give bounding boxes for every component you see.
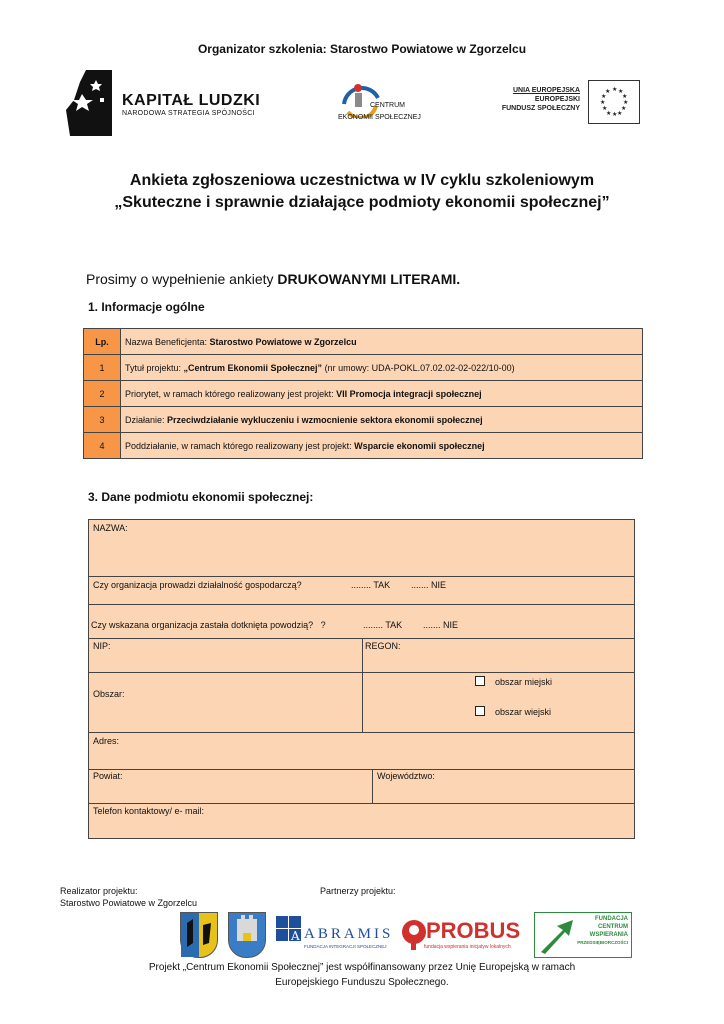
svg-text:★: ★ — [621, 105, 627, 112]
flood-question: Czy wskazana organizacja zastała dotknięta powodzią? ? — [91, 620, 326, 630]
business-activity-question: Czy organizacja prowadzi działalność gospodarczą? — [93, 580, 302, 590]
svg-text:★: ★ — [612, 111, 618, 118]
row-number: 2 — [84, 381, 121, 407]
realizator-name: Starostwo Powiatowe w Zgorzelcu — [60, 898, 198, 908]
eu-flag-icon — [588, 80, 640, 124]
eu-text — [488, 86, 580, 113]
row-label: Działanie: — [125, 414, 168, 425]
svg-text:★: ★ — [601, 93, 607, 100]
checkbox-icon[interactable] — [475, 706, 485, 716]
row-number: 4 — [84, 433, 121, 459]
row-content — [121, 407, 643, 433]
organization-data-form — [88, 519, 635, 839]
svg-text:A: A — [291, 929, 300, 943]
row-value: Starostwo Powiatowe w Zgorzelcu — [209, 336, 357, 347]
probus-name: PROBUS — [426, 918, 521, 943]
table-row — [84, 407, 643, 433]
row-content — [121, 329, 643, 355]
fcwp-line1: FUNDACJA — [595, 916, 628, 922]
obszar-miejski-label: obszar miejski — [495, 677, 553, 687]
flood-yes[interactable]: ........ TAK — [363, 620, 403, 630]
row-suffix: (nr umowy: UDA-POKL.07.02.02-02-022/10-00) — [322, 362, 515, 373]
row-label: Nazwa Beneficjenta: — [125, 336, 210, 347]
row-value: VII Promocja integracji społecznej — [336, 388, 482, 399]
intro-prefix: Prosimy o wypełnienie ankiety — [86, 271, 278, 287]
business-activity-yes[interactable]: ........ TAK — [351, 580, 391, 590]
svg-text:★: ★ — [606, 110, 612, 117]
wojewodztwo-field[interactable]: Województwo: — [377, 771, 435, 781]
svg-text:★: ★ — [612, 86, 618, 93]
business-activity-no[interactable]: ....... NIE — [411, 580, 447, 590]
telefon-field[interactable]: Telefon kontaktowy/ e- mail: — [93, 806, 205, 816]
table-row — [84, 433, 643, 459]
row-number: 1 — [84, 355, 121, 381]
row-number: Lp. — [84, 329, 121, 355]
eu-line1: UNIA EUROPEJSKA — [512, 87, 580, 94]
section1-heading: 1. Informacje ogólne — [88, 300, 205, 314]
table-row — [84, 381, 643, 407]
realizator-label: Realizator projektu: — [60, 886, 138, 896]
partners-label: Partnerzy projektu: — [320, 886, 396, 896]
survey-title-line2: „Skuteczne i sprawnie działające podmioty ekonomii społecznej” — [114, 194, 610, 211]
svg-text:★: ★ — [623, 99, 629, 106]
general-info-table — [83, 328, 643, 459]
row-label: Priorytet, w ramach którego realizowany jest projekt: — [125, 388, 337, 399]
row-label: Poddziałanie, w ramach którego realizowany jest projekt: — [125, 440, 355, 451]
organizer-line: Organizator szkolenia: Starostwo Powiatowe w Zgorzelcu — [197, 42, 527, 56]
svg-text:★: ★ — [605, 88, 611, 95]
svg-text:★: ★ — [618, 88, 624, 95]
intro-text — [86, 271, 460, 287]
row-number: 3 — [84, 407, 121, 433]
section3-heading: 3. Dane podmiotu ekonomii społecznej: — [88, 490, 314, 504]
cofinancing-note-line2: Europejskiego Funduszu Społecznego. — [275, 977, 449, 988]
kapital-ludzki-title: KAPITAŁ LUDZKI — [122, 92, 261, 109]
powiat-field[interactable]: Powiat: — [93, 771, 123, 781]
obszar-wiejski-label: obszar wiejski — [495, 707, 552, 717]
fcwp-arrow-icon — [537, 914, 581, 956]
zgorzelec-crest-icon — [228, 912, 266, 958]
ces-line1: CENTRUM — [370, 102, 405, 109]
abramis-sub: FUNDACJA INTEGRACJI SPOŁECZNEJ — [304, 944, 387, 949]
row-value: Przeciwdziałanie wykluczeniu i wzmocnienie sektora ekonomii społecznej — [167, 414, 483, 425]
table-row — [84, 355, 643, 381]
abramis-emblem-icon — [276, 916, 302, 944]
ces-logo — [334, 78, 430, 126]
kapital-ludzki-subtitle: NARODOWA STRATEGIA SPÓJNOŚCI — [122, 110, 255, 117]
row-value: „Centrum Ekonomii Społecznej” — [183, 362, 323, 373]
checkbox-icon[interactable] — [475, 676, 485, 686]
kapital-ludzki-logo — [66, 70, 266, 136]
svg-text:★: ★ — [617, 110, 623, 117]
eu-line3: FUNDUSZ SPOŁECZNY — [501, 105, 580, 112]
nip-field[interactable]: NIP: — [93, 641, 111, 651]
fcwp-line2: CENTRUM — [598, 924, 628, 930]
eu-logo — [488, 80, 640, 124]
row-content — [121, 381, 643, 407]
regon-field[interactable]: REGON: — [365, 641, 401, 651]
abramis-logo — [276, 914, 402, 956]
powiat-crest-icon — [180, 912, 218, 958]
intro-emphasis: DRUKOWANYMI LITERAMI. — [277, 271, 461, 287]
table-row — [84, 329, 643, 355]
row-content — [121, 355, 643, 381]
kapital-ludzki-emblem-icon — [66, 70, 114, 136]
fcwp-text — [577, 915, 628, 947]
svg-text:★: ★ — [602, 105, 608, 112]
svg-text:★: ★ — [622, 93, 628, 100]
fcwp-logo — [534, 912, 632, 958]
row-content — [121, 433, 643, 459]
survey-title-line1: Ankieta zgłoszeniowa uczestnictwa w IV cyklu szkoleniowym — [129, 172, 595, 189]
ces-line2: EKONOMII SPOŁECZNEJ — [338, 114, 421, 121]
probus-logo — [402, 916, 526, 956]
obszar-label: Obszar: — [93, 689, 125, 699]
probus-sub: fundacja wspierania inicjatyw lokalnych — [424, 944, 511, 950]
row-value: Wsparcie ekonomii społecznej — [354, 440, 485, 451]
obszar-wiejski-option[interactable] — [475, 706, 551, 717]
eu-line2: EUROPEJSKI — [534, 96, 580, 103]
row-label: Tytuł projektu: — [125, 362, 184, 373]
fcwp-line4: PRZEDSIĘBIORCZOŚCI — [577, 940, 628, 945]
fcwp-line3: WSPIERANIA — [589, 932, 628, 938]
obszar-miejski-option[interactable] — [475, 676, 552, 687]
abramis-name: ABRAMIS — [304, 926, 394, 942]
flood-no[interactable]: ....... NIE — [423, 620, 459, 630]
nazwa-field[interactable]: NAZWA: — [93, 523, 128, 533]
svg-text:★: ★ — [600, 99, 606, 106]
cofinancing-note-line1: Projekt „Centrum Ekonomii Społecznej” jest współfinansowany przez Unię Europejską w ramach — [148, 962, 576, 973]
ces-emblem-icon — [338, 78, 384, 118]
adres-field[interactable]: Adres: — [93, 736, 120, 746]
